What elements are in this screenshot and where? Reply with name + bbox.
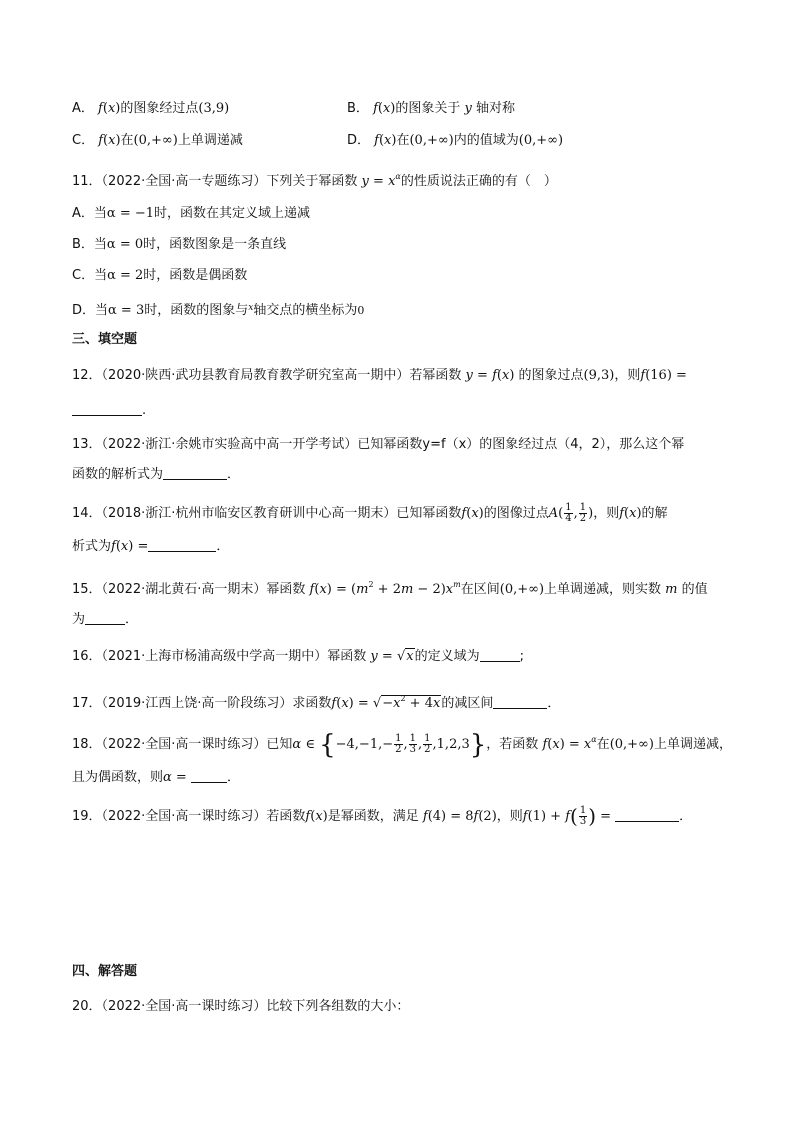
math: x [120,539,129,554]
math-value: α = −1 [106,206,155,221]
math: ) [509,368,519,383]
question-number: 20． [72,999,102,1014]
option-text: 在 [396,133,410,148]
question-text: 若函数 [266,809,306,824]
math: ( [310,809,316,824]
answer-blank[interactable] [163,467,227,480]
question-text: 析式为 [72,539,112,554]
option-text: 的图象经过点 [120,101,199,116]
question-number: 18． [72,737,102,752]
question-source: （2020·陕西·武功县教育局教育教学研究室高一期中） [101,368,410,383]
option-label: A． [72,101,94,116]
fraction: $\frac{1}{4}$ [565,502,572,524]
math: ( [547,737,553,752]
question-source: （2022·全国·高一课时练习） [101,737,267,752]
question-text: 若幂函数 [409,368,462,383]
answer-blank[interactable] [72,403,142,416]
math: ) [115,101,121,116]
question-text: 求函数 [292,696,332,711]
math: ( [466,506,472,521]
q17-stem [72,690,560,713]
q11-stem [72,168,557,191]
math: (1) + [527,809,566,824]
q11-option-c [72,267,247,285]
math: ( [377,101,383,116]
answer-blank[interactable] [493,696,547,709]
question-text: 幂函数 [327,649,367,664]
math: f [305,582,315,597]
math-interval: (0,+∞) [609,737,654,752]
math: + 2 [373,582,401,597]
question-number: 14． [72,506,102,521]
q15-stem [72,576,708,599]
math-interval: (0,+∞) [409,133,454,148]
math: , [403,737,408,752]
math-interval: (0,+∞) [133,133,178,148]
option-text: 内的值域为 [453,133,519,148]
math: $x^m$ [445,580,461,597]
option-text: 时，函数图象是一条直线 [143,237,287,252]
punctuation: . [142,403,147,418]
fraction: $\frac{1}{2}$ [579,502,587,524]
option-text: 时，函数是偶函数 [143,268,248,283]
answer-blank[interactable] [148,539,216,552]
math: y [357,174,369,189]
math: x [315,809,323,824]
math: ( [378,133,385,148]
math: ) [588,506,594,521]
math: ) [636,506,642,521]
option-text: 上单调递减 [177,133,243,148]
question-source: （2018·浙江·杭州市临安区教育研训中心高一期末） [101,506,397,521]
q20-stem [72,998,409,1016]
math: ( [558,506,564,521]
option-label: B．当 [72,237,107,252]
punctuation: ． [226,770,240,785]
math-fx: f [98,101,103,116]
punctuation: ． [679,809,693,824]
math: x [552,737,560,752]
fraction: $\frac{1}{2}$ [395,733,402,755]
math: ( [103,133,109,148]
question-number: 19． [72,809,102,824]
math: f [418,809,428,824]
math: x [384,133,392,148]
q12-stem [72,367,687,385]
math: f [305,809,311,824]
math: α [292,737,302,752]
math: ( [102,101,108,116]
math: ( [570,804,578,828]
q11-option-d [72,299,364,320]
question-text: 的性质说法正确的有（ ） [400,174,557,189]
q11-option-a [72,205,310,223]
math: 2 [368,580,374,589]
math: ( [496,368,502,383]
question-text: 的减区间 [441,696,494,711]
math: − 2) [413,582,446,597]
question-text: 上单调递减， [653,737,732,752]
math: ) = [348,696,373,711]
q13-stem [72,436,684,454]
option-text: 的图象关于 [395,101,461,116]
math-point: (3,9) [198,101,230,116]
question-number: 13． [72,437,102,452]
math: ) = ( [326,582,357,597]
question-text: 在 [596,737,610,752]
question-source: （2022·全国·高一专题练习） [101,174,267,189]
math: ) = [559,737,584,752]
question-text: 的解 [641,506,668,521]
option-label: C． [72,133,95,148]
option-label: B． [347,101,369,116]
question-number: 12． [72,368,102,383]
option-text: 轴对称 [476,101,516,116]
question-number: 15． [72,582,102,597]
math: ,1,2,3 [432,737,470,752]
question-text: 的值 [681,582,708,597]
math: ) [322,809,328,824]
q14-line2 [72,538,229,556]
math: f [538,737,548,752]
math: m [661,582,682,597]
question-number: 11． [72,174,102,189]
math-value: α = 3 [108,303,145,318]
question-number: 17． [72,696,102,711]
option-label: C．当 [72,268,108,283]
question-text: 已知幂函数y=f（x）的图象经过点（4，2），那么这个幂 [357,437,685,452]
math: { [319,730,336,760]
q18-line2 [72,769,240,787]
math: x [248,303,254,313]
question-number: 16． [72,649,102,664]
option-text: 时，函数在其定义域上递减 [154,206,311,221]
math: f [331,696,337,711]
question-text: 且为偶函数，则 [72,770,164,785]
question-text: 下列关于幂函数 [266,174,358,189]
math: ) = [128,539,149,554]
question-source: （2019·江西上饶·高一阶段练习） [101,696,293,711]
math-value: α = 0 [106,237,144,252]
math: f [98,133,104,148]
question-text: 上单调递减，则实数 [544,582,662,597]
math: y [461,368,473,383]
option-text: 时，函数的图象与 [144,303,249,318]
math: ) [588,804,596,828]
math: f [111,539,116,554]
math: = [472,368,493,383]
question-source: （2022·湖北黄石·高一期末） [101,582,267,597]
question-text: 比较下列各组数的大小： [266,999,410,1014]
punctuation: ． [227,467,241,482]
question-text: 是幂函数，满足 [327,809,419,824]
question-text: 在区间 [460,582,500,597]
math: m [356,582,369,597]
question-text: 为 [72,612,86,627]
math: f [473,809,479,824]
punctuation: ． [547,696,561,711]
question-source: （2021·上海市杨浦高级中学高一期中） [101,649,328,664]
math: y [460,101,476,116]
math: = [171,770,191,785]
question-source: （2022·全国·高一课时练习） [101,809,267,824]
math: (4) = 8 [427,809,474,824]
math: x [382,101,391,116]
math: 0 [357,304,365,317]
math: x [341,696,349,711]
math: A [548,506,559,521]
math: f [522,809,528,824]
answer-blank[interactable] [85,612,125,625]
math: ) [390,101,396,116]
punctuation: ． [125,612,139,627]
punctuation: ． [216,539,230,554]
math: −4,−1,− [335,737,394,752]
math: ∈ [301,737,320,752]
math: ( [115,539,121,554]
fraction: $\frac{1}{3}$ [579,805,587,827]
answer-blank[interactable] [191,770,227,783]
q10-option-c [72,132,243,150]
math: f [640,368,646,383]
math: x [107,101,116,116]
math: (16) = [645,368,687,383]
math: (2) [478,809,497,824]
sqrt: $√-x^2 + 4x$ [372,694,441,711]
q11-option-b [72,236,286,254]
math: ( [336,696,342,711]
q10-option-d [347,132,563,150]
answer-blank[interactable] [480,649,520,662]
q13-line2 [72,466,240,484]
q10-option-a [72,100,229,118]
math: f [492,368,497,383]
math: = [377,649,397,664]
q12-answer-line [72,402,146,420]
question-text: ，则 [496,809,523,824]
option-label: A．当 [72,206,107,221]
math: m [400,582,414,597]
q16-stem [72,648,524,666]
question-text: 的定义域为 [414,649,480,664]
question-source: （2022·浙江·余姚市实验高中高一开学考试） [101,437,358,452]
fraction: $\frac{1}{2}$ [424,733,431,755]
math: x [629,506,637,521]
math: f [619,506,625,521]
question-text: 的图象过点 [518,368,584,383]
math: ) [478,506,484,521]
option-label: D．当 [72,303,109,318]
math-point: (9,3) [583,368,615,383]
section-title-answer: 四、解答题 [72,964,138,979]
math: $x^\alpha$ [388,172,401,189]
sqrt: √x [396,649,414,664]
question-text: ，则 [593,506,620,521]
question-text: 已知 [266,737,293,752]
math: f [374,133,379,148]
question-text: 的图像过点 [483,506,549,521]
question-text: 函数的解析式为 [72,467,164,482]
math: , [573,506,578,521]
math: ) [115,133,121,148]
q15-line2 [72,611,138,629]
section-title-fill-blank: 三、填空题 [72,332,138,347]
math: α [163,770,172,785]
q14-stem [72,503,668,524]
math: f [461,506,467,521]
option-label: D． [347,133,371,148]
q19-stem [72,806,692,827]
math: ) [391,133,397,148]
math: x [108,133,116,148]
math-interval: (0,+∞) [499,582,545,597]
math: } [469,730,487,760]
question-text: 已知幂函数 [396,506,462,521]
option-text: 轴交点的横坐标为 [253,303,358,318]
question-source: （2022·全国·高一课时练习） [101,999,267,1014]
option-text: 在 [120,133,134,148]
math-value: α = 2 [107,268,144,283]
math: f [565,809,570,824]
q18-stem [72,730,732,760]
question-text: ，若函数 [486,737,539,752]
math: f [373,101,378,116]
math: $x^\alpha$ [583,735,597,752]
math: y [366,649,378,664]
fraction: $\frac{1}{3}$ [409,733,417,755]
question-text: 幂函数 [266,582,306,597]
math: = [368,174,389,189]
punctuation: ; [519,649,524,664]
math: , [418,737,423,752]
q10-option-b [347,100,515,118]
answer-blank[interactable] [615,809,679,822]
math: x [471,506,479,521]
math: ( [314,582,320,597]
math: ( [624,506,630,521]
math: x [501,368,510,383]
math: = [596,809,616,824]
math-interval: (0,+∞) [518,133,564,148]
math: x [319,582,327,597]
question-text: ，则 [614,368,641,383]
